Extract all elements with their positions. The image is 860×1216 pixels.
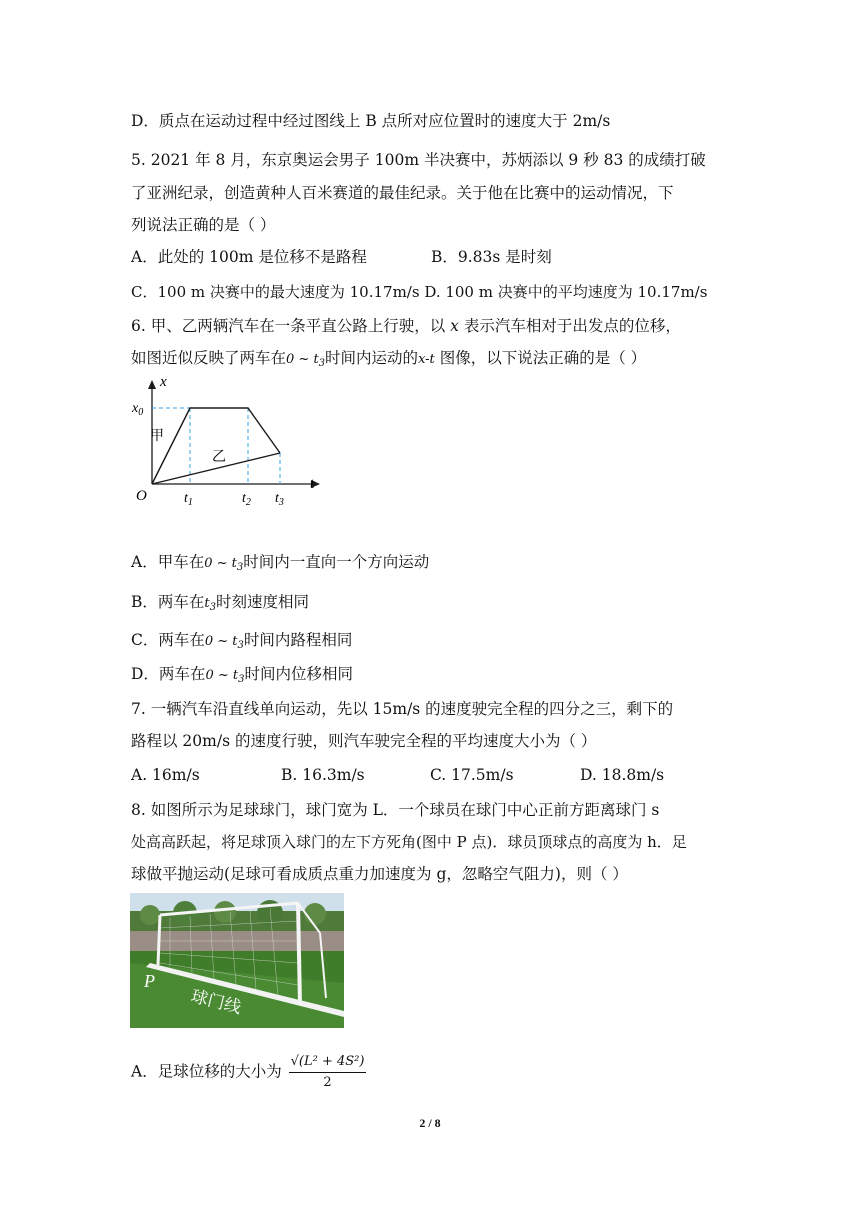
q6-option-b: B．两车在$t_3$时刻速度相同 [131, 593, 310, 613]
q5-option-a: A．此处的 100m 是位移不是路程 [131, 248, 367, 266]
jia-label: 甲 [150, 428, 164, 444]
x-axis-label: x [160, 376, 167, 390]
q8-stem-line2: 处高高跃起，将足球顶入球门的左下方死角(图中 P 点)．球员顶球点的高度为 h．足 [131, 833, 687, 851]
q5-option-cd: C．100 m 决赛中的最大速度为 10.17m/s D. 100 m 决赛中的平均速度为 10.17m/s [131, 283, 708, 301]
q7-option-a: A. 16m/s [131, 766, 200, 784]
q7-stem-line1: 7. 一辆汽车沿直线单向运动，先以 15m/s 的速度驶完全程的四分之三，剩下的 [131, 700, 674, 718]
t-axis-label: t [310, 476, 315, 492]
q5-stem-line2: 了亚洲纪录，创造黄种人百米赛道的最佳纪录。关于他在比赛中的运动情况，下 [131, 184, 674, 202]
q6-stem-line1: 6. 甲、乙两辆汽车在一条平直公路上行驶，以 x 表示汽车相对于出发点的位移， [131, 317, 681, 335]
t1-label: $t_1$ [184, 491, 193, 506]
q8-stem-line1: 8. 如图所示为足球球门，球门宽为 L．一个球员在球门中心正前方距离球门 s [131, 801, 660, 819]
q7-option-b: B. 16.3m/s [281, 766, 365, 784]
t3-label: $t_3$ [275, 491, 284, 506]
soccer-goal-photo [130, 893, 344, 1028]
jia-line [152, 408, 280, 484]
origin-label: O [136, 488, 147, 504]
q5-stem-line3: 列说法正确的是（ ） [131, 216, 276, 234]
page-number: 2 / 8 [419, 1116, 441, 1130]
left-post [158, 915, 160, 965]
q5-option-b: B．9.83s 是时刻 [431, 248, 552, 266]
q6-stem-line2: 如图近似反映了两车在0 ~ $t_3$时间内运动的x-t 图像，以下说法正确的是（ ） [131, 349, 647, 369]
q7-option-d: D. 18.8m/s [580, 766, 665, 784]
goal-line-label: 球门线 [188, 986, 244, 1019]
q6-option-c: C．两车在0 ~ $t_3$时间内路程相同 [131, 631, 353, 651]
yi-label: 乙 [212, 449, 226, 465]
q6-option-a: A．甲车在0 ~ $t_3$时间内一直向一个方向运动 [131, 553, 430, 573]
q8-option-a: A．足球位移的大小为 $\frac{\text{√(L² + 4S²)}}{2}$ [131, 1052, 366, 1093]
x-axis-arrow [148, 380, 156, 389]
displacement-fraction: $\frac{\text{√(L² + 4S²)}}{2}$ [290, 1054, 365, 1090]
q5-stem-line1: 5. 2021 年 8 月，东京奥运会男子 100m 半决赛中，苏炳添以 9 秒 83 的成绩打破 [131, 151, 706, 169]
xt-graph [130, 376, 330, 506]
q8-stem-line3: 球做平抛运动(足球可看成质点重力加速度为 g，忽略空气阻力)，则（ ） [131, 865, 628, 883]
p-label: P [144, 971, 155, 991]
t2-label: $t_2$ [242, 491, 251, 506]
q6-option-d: D．两车在0 ~ $t_3$时间内位移相同 [131, 665, 353, 685]
q7-option-c: C. 17.5m/s [430, 766, 514, 784]
right-post [298, 903, 300, 1005]
x0-label: $x_0$ [132, 401, 144, 418]
q4-option-d: D．质点在运动过程中经过图线上 B 点所对应位置时的速度大于 2m/s [131, 112, 611, 130]
q7-stem-line2: 路程以 20m/s 的速度行驶，则汽车驶完全程的平均速度大小为（ ） [131, 732, 597, 750]
